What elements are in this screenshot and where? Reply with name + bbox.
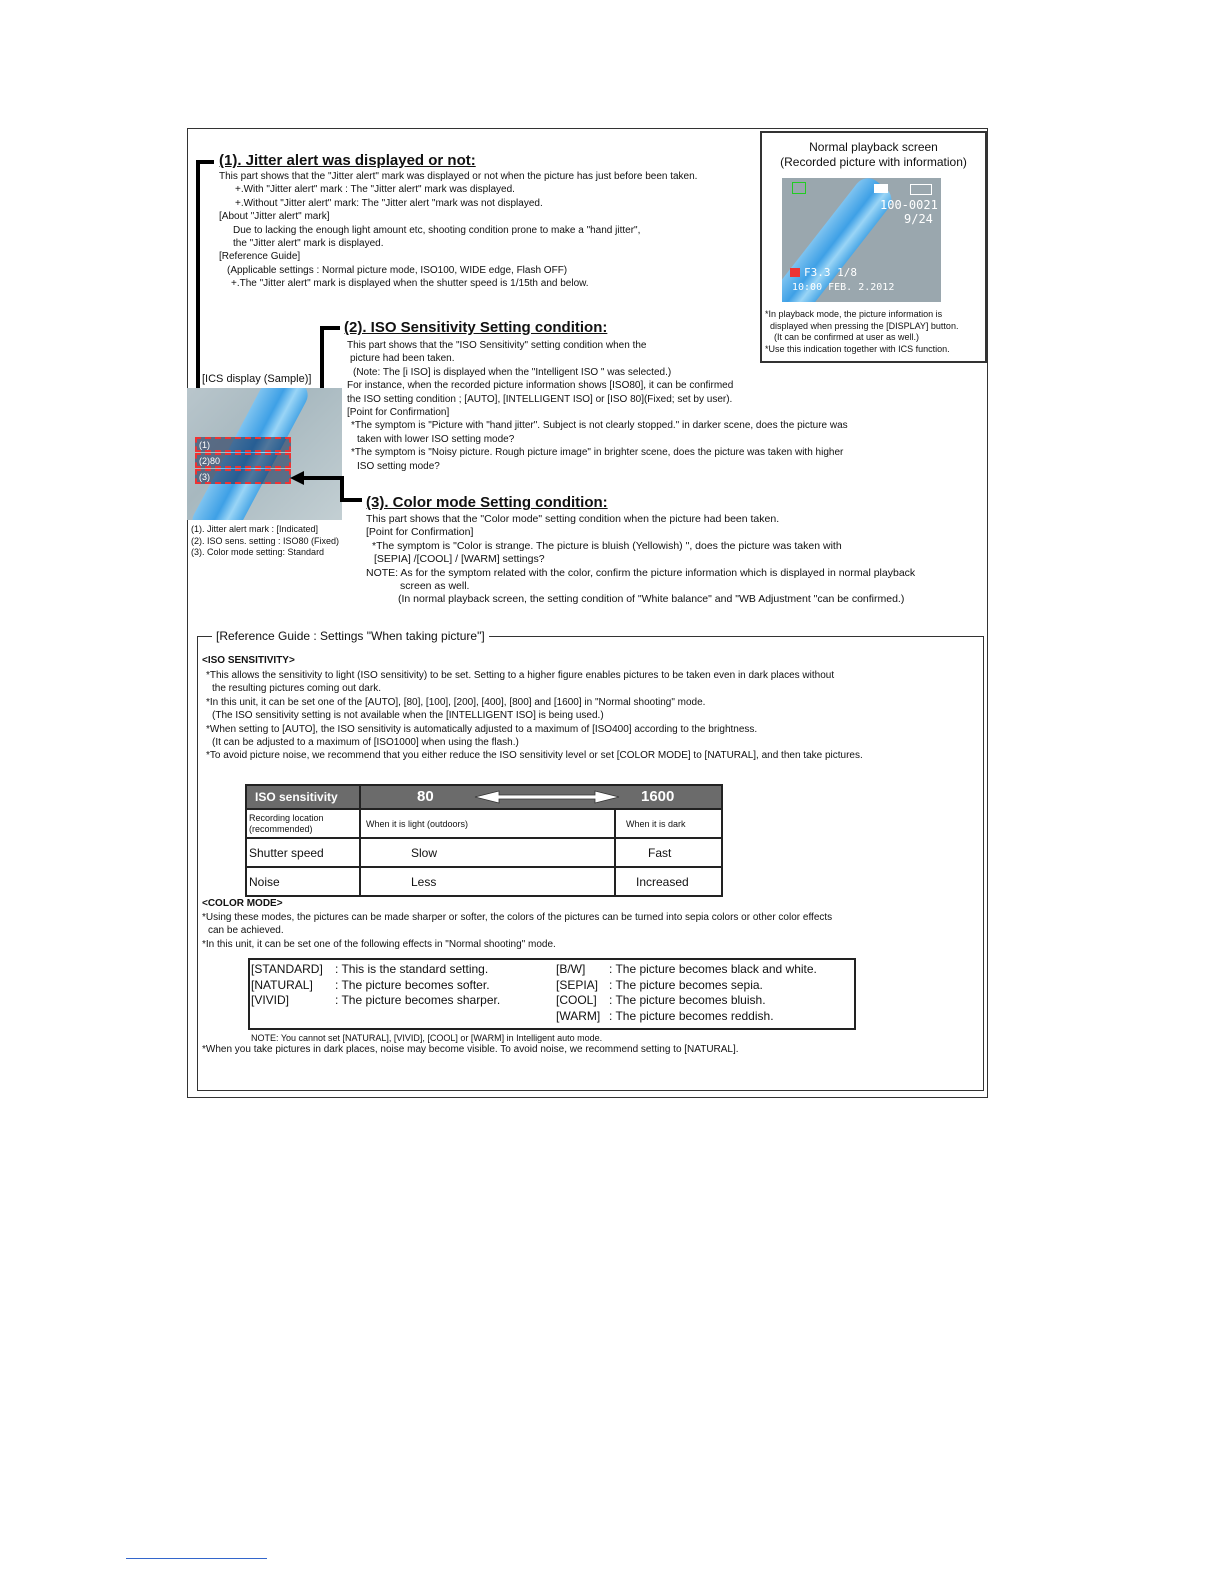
iso-low-value: 80	[417, 788, 434, 805]
mode-key: [VIVID]	[251, 993, 290, 1008]
section2-heading: (2). ISO Sensitivity Setting condition:	[344, 319, 608, 336]
table-row	[246, 838, 722, 867]
playback-title	[762, 140, 985, 170]
reference-guide-legend: [Reference Guide : Settings "When taking picture"]	[212, 629, 489, 643]
mode-desc: : The picture becomes softer.	[335, 977, 490, 992]
mode-desc: : The picture becomes sepia.	[609, 977, 763, 992]
ics-sample-image	[187, 388, 342, 520]
ics-box-2: (2)80	[195, 453, 291, 468]
table-row	[246, 867, 722, 896]
table-cell: Increased	[615, 867, 722, 896]
osd-count: 9/24	[904, 212, 933, 226]
ics-box-1: (1)	[195, 437, 291, 452]
table-cell: Slow	[360, 838, 615, 867]
text-line: Due to lacking the enough light amount etc, shooting condition prone to make a "hand jitter",	[233, 224, 641, 236]
table-header-range	[360, 785, 722, 809]
text-line: *Using these modes, the pictures can be made sharper or softer, the colors of the pictures can be turned into sepia colors or other color effects	[202, 912, 833, 923]
text-line: [Point for Confirmation]	[347, 406, 450, 418]
text-line: the resulting pictures coming out dark.	[212, 683, 381, 695]
text-line: [Reference Guide]	[219, 251, 301, 263]
text-line: *When setting to [AUTO], the ISO sensitivity is automatically adjusted to a maximum of [ISO400] according to the brightness.	[206, 723, 758, 735]
text-line: screen as well.	[400, 579, 470, 592]
mode-desc: : The picture becomes bluish.	[609, 993, 766, 1008]
color-mode-list-left	[251, 962, 500, 1009]
table-header-cell: ISO sensitivity	[246, 785, 360, 809]
section3-heading: (3). Color mode Setting condition:	[366, 494, 608, 511]
final-note: *When you take pictures in dark places, noise may become visible. To avoid noise, we recommend setting to [NATURAL].	[202, 1044, 739, 1055]
list-item	[251, 993, 500, 1009]
text-line: can be achieved.	[208, 925, 284, 937]
battery-icon	[910, 184, 932, 195]
text-line: This part shows that the "Jitter alert" mark was displayed or not when the picture has just before been taken.	[219, 171, 698, 182]
text-line: (The ISO sensitivity setting is not available when the [INTELLIGENT ISO] is being used.)	[212, 710, 604, 722]
table-cell: Less	[360, 867, 615, 896]
mode-desc: : This is the standard setting.	[335, 962, 489, 976]
table-row	[246, 809, 722, 838]
list-item	[556, 993, 817, 1009]
mode-desc: : The picture becomes reddish.	[609, 1009, 774, 1024]
section2-text	[347, 339, 848, 473]
text-line: *To avoid picture noise, we recommend that you either reduce the ISO sensitivity level or set [COLOR MODE] to [NATURAL], and then take pictures.	[206, 750, 863, 762]
text-line: ISO setting mode?	[357, 460, 440, 472]
text-line: This part shows that the "Color mode" setting condition when the picture had been taken.	[366, 513, 780, 525]
jitter-alert-icon	[790, 268, 800, 277]
mode-key: [COOL]	[556, 993, 597, 1008]
text-line: +.The "Jitter alert" mark is displayed when the shutter speed is 1/15th and below.	[231, 278, 589, 290]
mode-icon	[792, 182, 806, 194]
text-line: the "Jitter alert" mark is displayed.	[233, 237, 384, 249]
footer-divider	[126, 1558, 267, 1559]
table-cell: When it is light (outdoors)	[360, 809, 615, 838]
connector-line	[302, 476, 344, 480]
table-cell: Shutter speed	[246, 838, 360, 867]
iso-high-value: 1600	[641, 788, 675, 805]
section3-text	[366, 513, 915, 607]
text-line: This part shows that the "ISO Sensitivity" setting condition when the	[347, 340, 647, 351]
text-line: *The symptom is "Picture with "hand jitter". Subject is not clearly stopped." in darker scene, does the picture was	[351, 420, 848, 432]
text-line: *This allows the sensitivity to light (ISO sensitivity) to be set. Setting to a higher figure enables pictures to be taken even in dark places without	[206, 670, 835, 681]
text-line: *In this unit, it can be set one of the following effects in "Normal shooting" mode.	[202, 938, 556, 950]
color-section-text	[202, 911, 832, 951]
text-line: picture had been taken.	[350, 353, 455, 365]
list-item	[556, 978, 817, 994]
playback-title-line: (Recorded picture with information)	[780, 155, 967, 169]
iso-section-title: <ISO SENSITIVITY>	[202, 655, 295, 666]
text-line: (3). Color mode setting: Standard	[191, 547, 325, 557]
color-mode-list-right	[556, 962, 817, 1025]
ics-label: [ICS display (Sample)]	[202, 373, 312, 385]
list-item	[251, 978, 500, 994]
text-line: [About "Jitter alert" mark]	[219, 211, 330, 223]
mode-desc: : The picture becomes sharper.	[335, 993, 501, 1008]
text-line: displayed when pressing the [DISPLAY] button.	[770, 320, 959, 331]
mode-key: [B/W]	[556, 962, 586, 976]
text-line: +.With "Jitter alert" mark : The "Jitter alert" mark was displayed.	[235, 184, 515, 196]
text-line: (It can be adjusted to a maximum of [ISO1000] when using the flash.)	[212, 736, 519, 748]
text-line: *In playback mode, the picture information is	[765, 309, 943, 319]
ics-box-3: (3)	[195, 469, 291, 484]
text-line: NOTE: As for the symptom related with the color, confirm the picture information which is displayed in normal playback	[366, 566, 916, 579]
mode-key: [SEPIA]	[556, 977, 599, 992]
text-line: taken with lower ISO setting mode?	[357, 433, 515, 445]
text-line: For instance, when the recorded picture information shows [ISO80], it can be confirmed	[347, 380, 734, 392]
mode-desc: : The picture becomes black and white.	[609, 962, 817, 976]
mode-key: [WARM]	[556, 1009, 601, 1024]
osd-date: 10:00 FEB. 2.2012	[792, 282, 895, 293]
osd-file-number: 100-0021	[880, 198, 938, 212]
text-line: *The symptom is "Noisy picture. Rough picture image" in brighter scene, does the picture was taken with higher	[351, 447, 844, 459]
text-line: *In this unit, it can be set one of the [AUTO], [80], [100], [200], [400], [800] and [1600] in "Normal shooting" mode.	[206, 696, 706, 708]
text-line: the ISO setting condition ; [AUTO], [INTELLIGENT ISO] or [ISO 80](Fixed; set by user).	[347, 393, 733, 405]
text-line: (Applicable settings : Normal picture mode, ISO100, WIDE edge, Flash OFF)	[227, 264, 568, 276]
section1-heading: (1). Jitter alert was displayed or not:	[219, 152, 476, 169]
text-line: (It can be confirmed at user as well.)	[774, 332, 920, 342]
text-line: [SEPIA] /[COOL] / [WARM] settings?	[374, 553, 545, 566]
table-cell: Fast	[615, 838, 722, 867]
list-item	[251, 962, 500, 978]
list-item	[556, 1009, 817, 1025]
table-cell: Recording location (recommended)	[246, 809, 360, 838]
text-line: (Note: The [i ISO] is displayed when the "Intelligent ISO " was selected.)	[353, 366, 672, 378]
table-cell: Noise	[246, 867, 360, 896]
text-line: (1). Jitter alert mark : [Indicated]	[191, 524, 319, 534]
iso-section-text	[206, 669, 863, 763]
size-icon	[874, 184, 888, 193]
color-section-title: <COLOR MODE>	[202, 898, 283, 909]
text-line: (2). ISO sens. setting : ISO80 (Fixed)	[191, 535, 340, 546]
section1-text	[219, 170, 697, 291]
osd-exposure: F3.3 1/8	[804, 266, 857, 279]
text-line: +.Without "Jitter alert" mark: The "Jitter alert "mark was not displayed.	[235, 197, 543, 209]
double-arrow-icon	[473, 790, 621, 804]
playback-screen-image	[782, 178, 941, 302]
mode-key: [NATURAL]	[251, 977, 313, 992]
text-line: [Point for Confirmation]	[366, 526, 474, 539]
list-item	[556, 962, 817, 978]
arrow-left-icon	[290, 471, 304, 485]
text-line: (In normal playback screen, the setting condition of "White balance" and "WB Adjustment "can be confirmed.)	[398, 593, 905, 606]
playback-title-line: Normal playback screen	[809, 140, 938, 154]
text-line: *The symptom is "Color is strange. The picture is bluish (Yellowish) ", does the picture was taken with	[372, 539, 842, 552]
text-line: *Use this indication together with ICS function.	[765, 343, 950, 354]
table-header-row	[246, 785, 722, 809]
table-cell: When it is dark	[615, 809, 722, 838]
iso-sensitivity-table	[245, 784, 723, 897]
ics-captions	[191, 524, 339, 559]
color-mode-note: NOTE: You cannot set [NATURAL], [VIVID], [COOL] or [WARM] in Intelligent auto mode.	[251, 1033, 603, 1043]
mode-key: [STANDARD]	[251, 962, 323, 976]
